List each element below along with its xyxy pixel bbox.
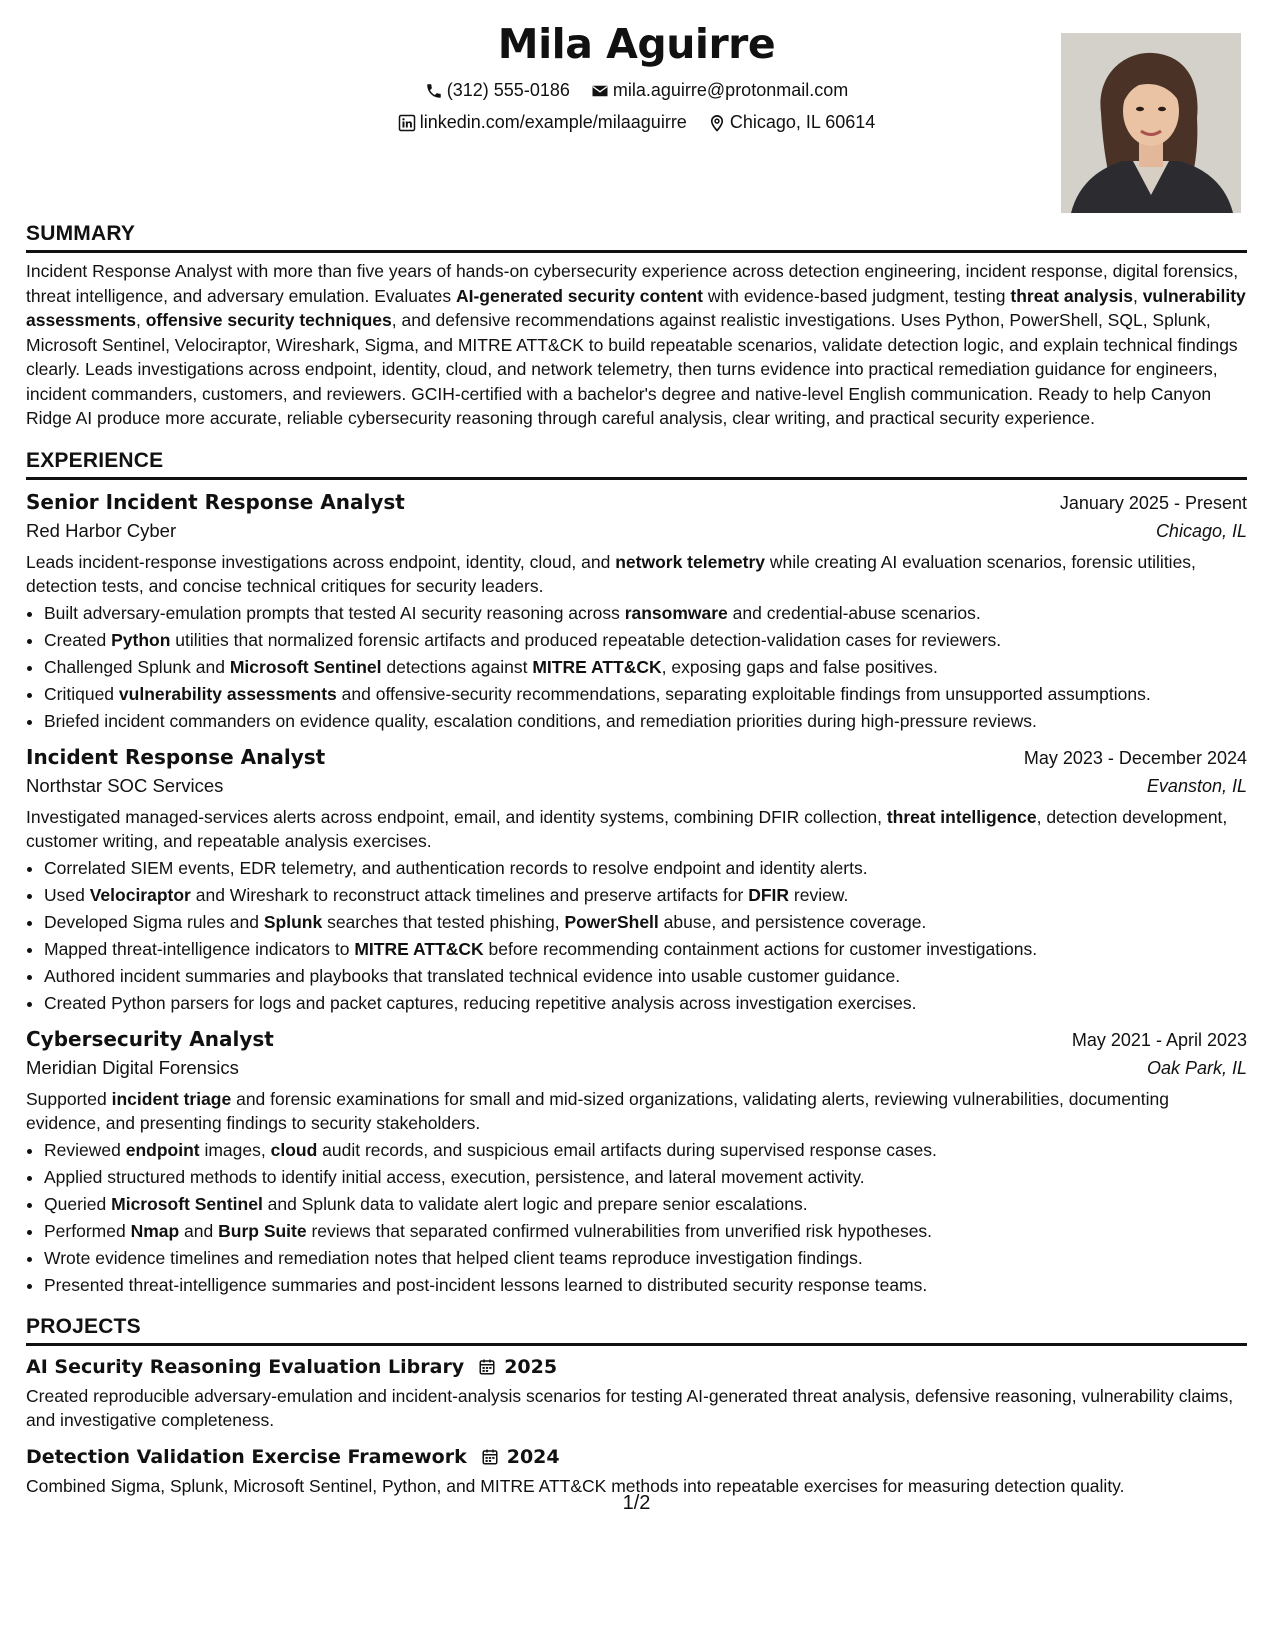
summary-text: Incident Response Analyst with more than five years of hands-on cybersecurity experience across detection engineering, incident response, digital forensics, threat intelligence, and adversary emulation. Evaluates AI-generated security content with evidence-based judgment, testing threat analysis, vulnerability assessments, offensive security techniques, and defensive recommendations against realistic investigations. Uses Python, PowerShell, SQL, Splunk, Microsoft Sentinel, Velociraptor, Wireshark, Sigma, and MITRE ATT&CK to build repeatable scenarios, validate detection logic, and explain technical findings clearly. Leads investigations across endpoint, identity, cloud, and network telemetry, then turns evidence into practical remediation guidance for engineers, incident commanders, customers, and reviewers. GCIH-certified with a bachelor's degree and native-level English communication. Ready to help Canyon Ridge AI produce more accurate, reliable cybersecurity reasoning through careful analysis, clear writing, and practical security experience.	[26, 261, 1246, 428]
experience-section	[26, 449, 1247, 1299]
location-text: Chicago, IL 60614	[729, 112, 876, 132]
bullet-item: • Created Python parsers for logs and packet captures, reducing repetitive analysis across investigation exercises.	[44, 990, 1247, 1017]
projects-section	[26, 1315, 1247, 1498]
job-company: Red Harbor Cyber	[26, 519, 177, 541]
summary-section	[26, 222, 1247, 431]
bullet-item: • Performed Nmap and Burp Suite reviews that separated confirmed vulnerabilities from unverified risk hypotheses.	[44, 1218, 1247, 1245]
bullet-item: • Presented threat-intelligence summaries and post-incident lessons learned to distributed security response teams.	[44, 1272, 1247, 1299]
summary-heading: SUMMARY	[26, 222, 1247, 253]
project-description: Created reproducible adversary-emulation and incident-analysis scenarios for testing AI-generated threat analysis, defensive reasoning, vulnerability claims, and investigative completeness.	[26, 1385, 1234, 1430]
bullet-item: • Applied structured methods to identify initial access, execution, persistence, and lateral movement activity.	[44, 1164, 1247, 1191]
bullet-item: • Developed Sigma rules and Splunk searches that tested phishing, PowerShell abuse, and persistence coverage.	[44, 909, 1247, 936]
job-location: Evanston, IL	[1146, 775, 1247, 796]
bullet-item: • Correlated SIEM events, EDR telemetry, and authentication records to resolve endpoint and identity alerts.	[44, 855, 1247, 882]
calendar-icon	[478, 1358, 496, 1376]
job-dates: May 2023 - December 2024	[1023, 747, 1247, 768]
job-bullets	[26, 600, 1247, 735]
bullet-item: • Wrote evidence timelines and remediation notes that helped client teams reproduce investigation findings.	[44, 1245, 1247, 1272]
project-year: 2025	[478, 1356, 557, 1378]
phone-contact	[425, 80, 570, 101]
project-title: Detection Validation Exercise Framework	[26, 1445, 467, 1468]
page-number: 1/2	[622, 1492, 651, 1514]
profile-photo-illustration	[1061, 33, 1241, 213]
job-bullets	[26, 855, 1247, 1017]
job-entry	[26, 1027, 1247, 1299]
project-title: AI Security Reasoning Evaluation Library	[26, 1355, 465, 1378]
project-entry	[26, 1356, 1247, 1432]
linkedin-url[interactable]: linkedin.com/example/milaaguirre	[419, 112, 687, 132]
project-description: Combined Sigma, Splunk, Microsoft Sentinel, Python, and MITRE ATT&CK methods into repeatable exercises for measuring detection quality.	[26, 1475, 1125, 1496]
map-pin-icon	[708, 114, 726, 132]
email-contact[interactable]	[591, 80, 848, 101]
bullet-item: • Authored incident summaries and playbooks that translated technical evidence into usable customer guidance.	[44, 963, 1247, 990]
job-description: Supported incident triage and forensic examinations for small and mid-sized organizations, validating alerts, reviewing vulnerabilities, documenting evidence, and presenting findings to security stakeholders.	[26, 1088, 1169, 1133]
candidate-name: Mila Aguirre	[497, 20, 776, 68]
job-title: Incident Response Analyst	[26, 744, 326, 769]
job-dates: January 2025 - Present	[1059, 492, 1247, 513]
job-location: Chicago, IL	[1155, 520, 1247, 541]
linkedin-contact[interactable]	[398, 112, 687, 133]
job-dates: May 2021 - April 2023	[1071, 1029, 1247, 1050]
bullet-item: • Created Python utilities that normalized forensic artifacts and produced repeatable detection-validation cases for reviewers.	[44, 627, 1247, 654]
projects-heading: PROJECTS	[26, 1315, 1247, 1346]
experience-heading: EXPERIENCE	[26, 449, 1247, 480]
envelope-icon	[591, 82, 609, 100]
bullet-item: • Reviewed endpoint images, cloud audit records, and suspicious email artifacts during supervised response cases.	[44, 1137, 1247, 1164]
resume-page	[26, 0, 1247, 1650]
calendar-icon	[481, 1448, 499, 1466]
job-entry	[26, 745, 1247, 1017]
bullet-item: • Mapped threat-intelligence indicators to MITRE ATT&CK before recommending containment actions for customer investigations.	[44, 936, 1247, 963]
job-description: Leads incident-response investigations across endpoint, identity, cloud, and network telemetry while creating AI evaluation scenarios, forensic utilities, detection tests, and concise technical critiques for security leaders.	[26, 551, 1196, 596]
phone-icon	[425, 82, 443, 100]
job-bullets	[26, 1137, 1247, 1299]
project-entry	[26, 1446, 1247, 1498]
job-title: Cybersecurity Analyst	[26, 1026, 274, 1051]
resume-header	[26, 0, 1247, 222]
bullet-item: • Briefed incident commanders on evidence quality, escalation conditions, and remediation priorities during high-pressure reviews.	[44, 708, 1247, 735]
phone-number: (312) 555-0186	[446, 80, 570, 100]
job-entry	[26, 490, 1247, 735]
job-company: Northstar SOC Services	[26, 774, 224, 796]
email-address[interactable]: mila.aguirre@protonmail.com	[612, 80, 849, 100]
job-location: Oak Park, IL	[1146, 1057, 1247, 1078]
job-company: Meridian Digital Forensics	[26, 1056, 239, 1078]
location-contact	[708, 112, 875, 133]
project-year: 2024	[481, 1446, 560, 1468]
bullet-item: • Used Velociraptor and Wireshark to reconstruct attack timelines and preserve artifacts for DFIR review.	[44, 882, 1247, 909]
bullet-item: • Queried Microsoft Sentinel and Splunk data to validate alert logic and prepare senior escalations.	[44, 1191, 1247, 1218]
bullet-item: • Challenged Splunk and Microsoft Sentinel detections against MITRE ATT&CK, exposing gaps and false positives.	[44, 654, 1247, 681]
bullet-item: • Built adversary-emulation prompts that tested AI security reasoning across ransomware and credential-abuse scenarios.	[44, 600, 1247, 627]
profile-photo	[1061, 33, 1241, 213]
job-description: Investigated managed-services alerts across endpoint, email, and identity systems, combining DFIR collection, threat intelligence, detection development, customer writing, and repeatable analysis exercises.	[26, 806, 1228, 851]
job-title: Senior Incident Response Analyst	[26, 489, 405, 514]
bullet-item: • Critiqued vulnerability assessments and offensive-security recommendations, separating exploitable findings from unsupported assumptions.	[44, 681, 1247, 708]
linkedin-icon	[398, 114, 416, 132]
